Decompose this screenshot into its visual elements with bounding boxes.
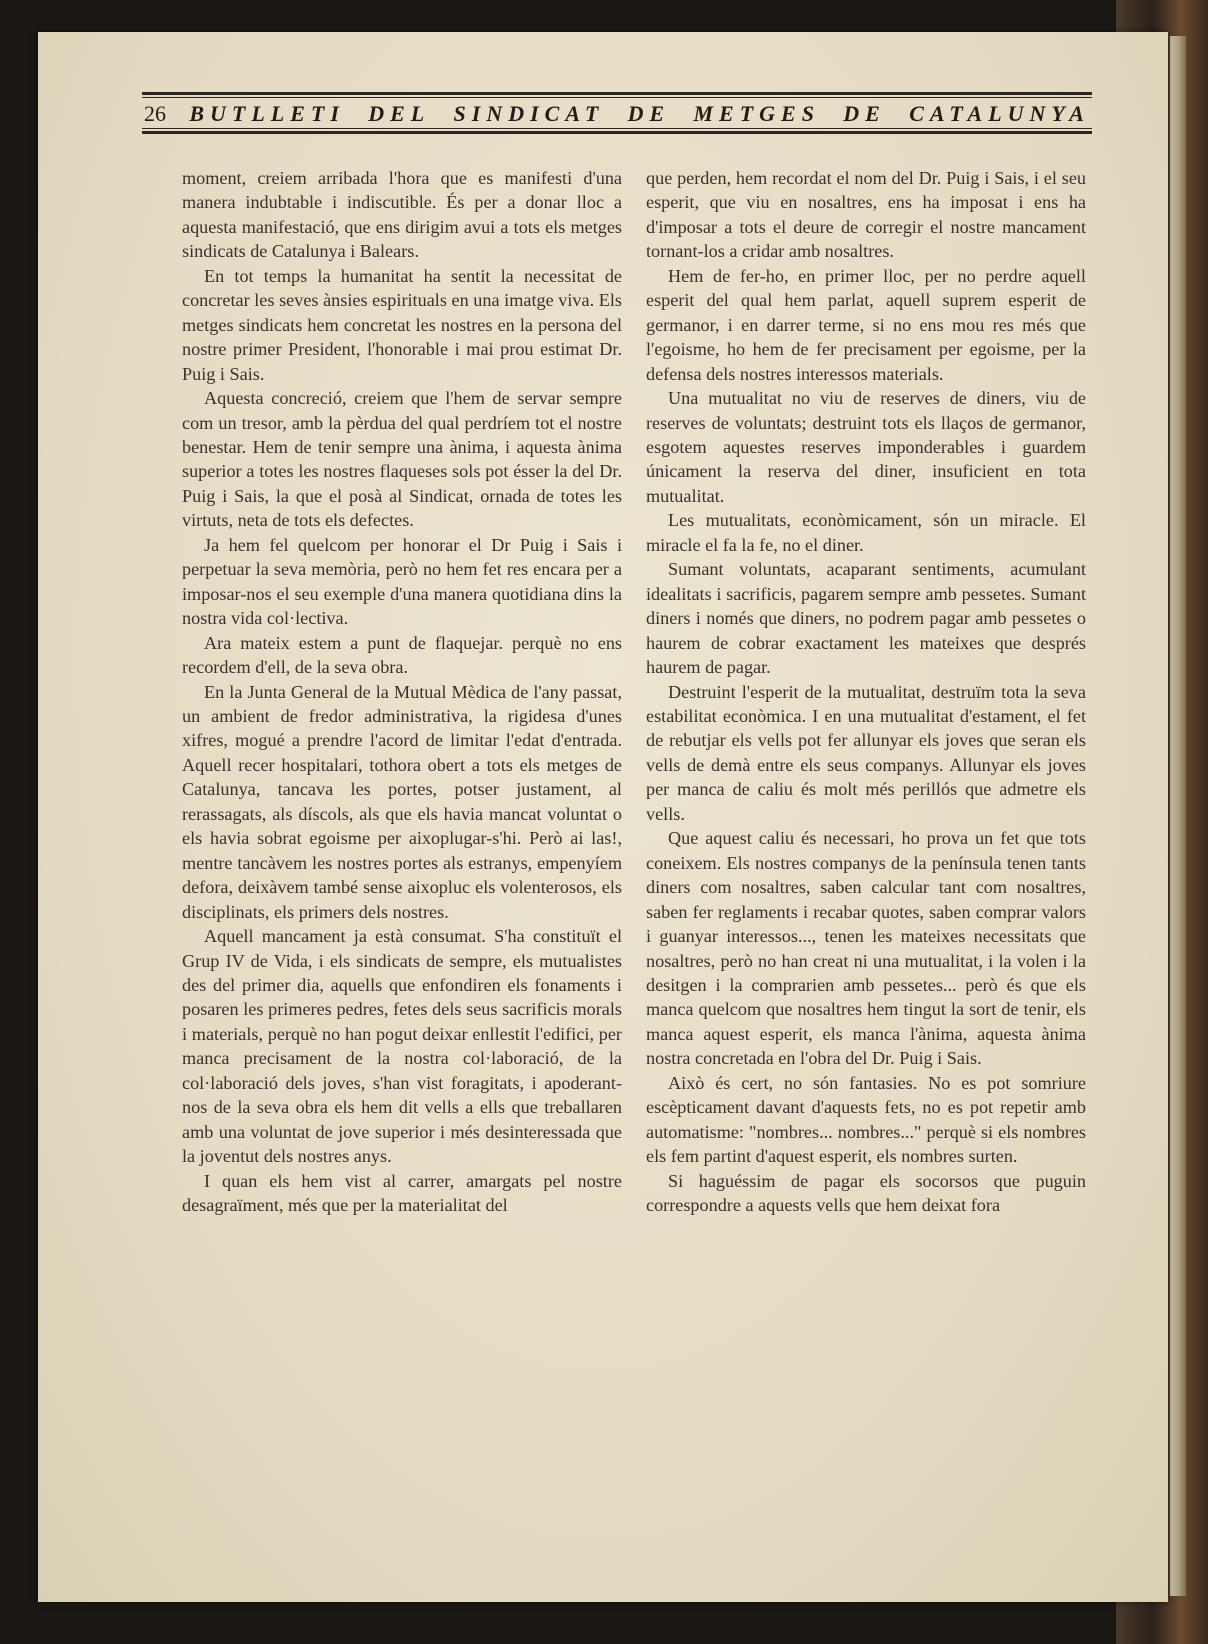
paragraph: que perden, hem recordat el nom del Dr. Puig i Sais, i el seu esperit, que viu en nosaltres, ens ha imposat i ens ha d'imposar a tots el deure de corregir el nostre mancament tornant-los a cridar amb nosaltres.	[646, 168, 1086, 262]
header-word: DEL	[368, 101, 431, 126]
paragraph: Ja hem fel quelcom per honorar el Dr Puig i Sais i perpetuar la seva memòria, però no hem fet res encara per a imposar-nos el seu exemple d'una manera quotidiana dins la nostra vida col·lectiva.	[182, 534, 622, 629]
page-stack-edge	[1170, 36, 1186, 1596]
paragraph: Aquell mancament ja està consumat. S'ha constituït el Grup IV de Vida, i els sindicats de sempre, els mutualistes des del primer dia, aquells que enfondiren els fonaments i posaren les primeres pedres, fetes dels seus sacrificis morals i materials, perquè no han pogut deixar enllestit l'edifici, per manca precisament de la nostra col·laboració, de la col·laboració dels joves, s'han vist foragitats, i apoderant-nos de la seva obra els hem dit vells a ells que treballaren amb una voluntat de jove superior i més desinteressada que la joventut dels nostres anys.	[182, 926, 622, 1167]
paragraph: En la Junta General de la Mutual Mèdica de l'any passat, un ambient de fredor administrativa, la rigidesa d'unes xifres, mogué a prendre l'acord de limitar l'edat d'entrada. Aquell recer hospitalari, tothora obert a tots els metges de Catalunya, tancava les portes, potser justament, al rerassagats, als díscols, als que els havia mancat voluntat o els havia sobrat egoisme per aixoplugar-s'hi. Però ai las!, mentre tancàvem les nostres portes als estranys, empenyíem defora, deixàvem també sense aixopluc els volenterosos, els disciplinats, els primers dels nostres.	[182, 681, 622, 922]
paragraph: Aquesta concreció, creiem que l'hem de servar sempre com un tresor, amb la pèrdua del qual perdríem tot el nostre benestar. Hem de tenir sempre una ànima, i aquesta ànima superior a totes les nostres flaqueses sols pot ésser la del Dr. Puig i Sais, la que el posà al Sindicat, ornada de totes les virtuts, neta de tots els defectes.	[182, 388, 622, 531]
header-rule-top-thin	[142, 97, 1092, 98]
paragraph: Si haguéssim de pagar els socorsos que puguin correspondre a aquests vells que hem deixat fora	[646, 1170, 1086, 1216]
paragraph: moment, creiem arribada l'hora que es manifesti d'una manera indubtable i indiscutible. És per a donar lloc a aquesta manifestació, que ens dirigim avui a tots els metges sindicats de Catalunya i Balears.	[182, 168, 622, 262]
header-text	[144, 100, 1090, 128]
paragraph: I quan els hem vist al carrer, amargats pel nostre desagraïment, més que per la materialitat del	[182, 1170, 622, 1216]
paragraph: Les mutualitats, econòmicament, són un miracle. El miracle el fa la fe, no el diner.	[646, 510, 1086, 555]
right-column	[646, 166, 1086, 1217]
header-rule-top	[142, 92, 1092, 95]
header-word: SINDICAT	[453, 101, 605, 126]
header-word: DE	[627, 101, 671, 126]
paragraph: En tot temps la humanitat ha sentit la necessitat de concretar les seves ànsies espirituals en una imatge viva. Els metges sindicats hem concretat les nostres en la persona del nostre primer President, l'honorable i mai prou estimat Dr. Puig i Sais.	[182, 265, 622, 384]
paragraph: Una mutualitat no viu de reserves de diners, viu de reserves de voluntats; destruint tots els llaços de germanor, esgotem aquestes reserves imponderables i guardem únicament la reserva del diner, insuficient en tota mutualitat.	[646, 388, 1086, 506]
header-word: BUTLLETI	[189, 101, 345, 126]
header-rule-bottom	[142, 131, 1092, 134]
paragraph: Això és cert, no són fantasies. No es pot somriure escèpticament davant d'aquests fets, no es pot repetir amb automatisme: "nombres... nombres..." perquè si els nombres els fem partint d'aquest esperit, els nombres surten.	[646, 1072, 1086, 1167]
header-word: CATALUNYA	[909, 101, 1090, 126]
paragraph: Sumant voluntats, acaparant sentiments, acumulant idealitats i sacrificis, pagarem sempre amb pessetes. Sumant diners i només que diners, no podrem pagar amb pessetes o haurem de cobrar exactament les mateixes que després haurem de pagar.	[646, 559, 1086, 678]
paragraph: Que aquest caliu és necessari, ho prova un fet que tots coneixem. Els nostres companys de la península tenen tants diners com nosaltres, saben calcular tant com nosaltres, saben fer reglaments i recabar quotes, saben comprar valors i guanyar interessos..., tenen les mateixes necessitats que nosaltres, però no han creat ni una mutualitat, i la volen i la desitgen i la comprarien amb pessetes... però és que els manca quelcom que nosaltres hem tingut la sort de tenir, els manca aquest esperit, els manca l'ànima, aquesta ànima nostra concretada en l'obra del Dr. Puig i Sais.	[646, 828, 1086, 1069]
header-word: DE	[843, 101, 886, 126]
header-rule-bottom-thin	[142, 128, 1092, 129]
paragraph: Ara mateix estem a punt de flaquejar. perquè no ens recordem d'ell, de la seva obra.	[182, 632, 622, 678]
paragraph: Destruint l'esperit de la mutualitat, destruïm tota la seva estabilitat econòmica. I en una mutualitat d'estament, el fet de rebutjar els vells pot fer allunyar els joves que seran els vells de demà entre els seus companys. Allunyar els joves per manca de caliu és molt més perillós que admetre els vells.	[646, 681, 1086, 824]
left-column	[182, 166, 622, 1217]
header-word: METGES	[693, 101, 820, 126]
page-number: 26	[144, 101, 166, 126]
paragraph: Hem de fer-ho, en primer lloc, per no perdre aquell esperit del qual hem parlat, aquell suprem esperit de germanor, i en darrer terme, si no ens mou res més que l'egoisme, ho hem de fer precisament per egoisme, per la defensa dels nostres interessos materials.	[646, 265, 1086, 384]
running-header	[142, 92, 1092, 138]
